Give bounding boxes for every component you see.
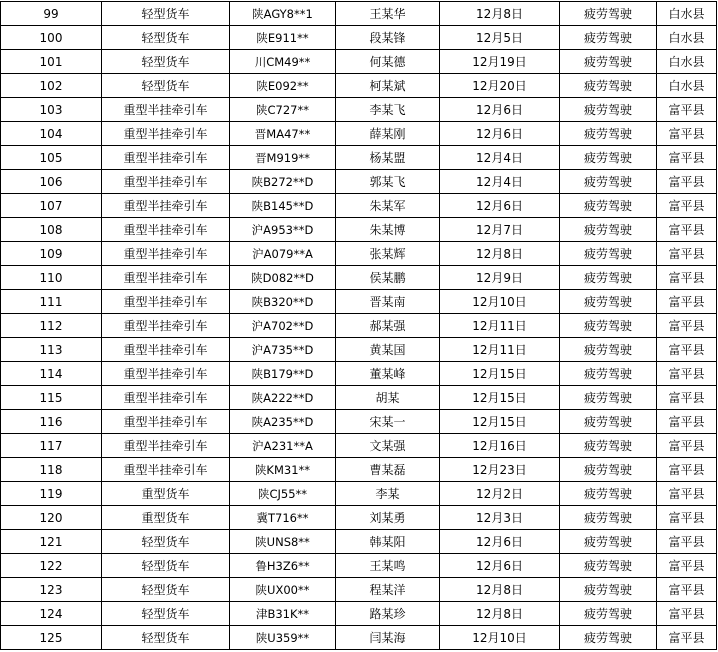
county-cell: 富平县: [657, 194, 717, 218]
county-cell: 富平县: [657, 602, 717, 626]
date-cell: 12月19日: [440, 50, 560, 74]
county-cell: 富平县: [657, 458, 717, 482]
vehicle-type-cell: 重型货车: [102, 506, 230, 530]
county-cell: 富平县: [657, 146, 717, 170]
date-cell: 12月7日: [440, 218, 560, 242]
date-cell: 12月20日: [440, 74, 560, 98]
seq-cell: 117: [1, 434, 102, 458]
vehicle-type-cell: 重型半挂牵引车: [102, 458, 230, 482]
date-cell: 12月23日: [440, 458, 560, 482]
seq-cell: 114: [1, 362, 102, 386]
county-cell: 富平县: [657, 482, 717, 506]
vehicle-type-cell: 重型半挂牵引车: [102, 146, 230, 170]
table-row: [1, 506, 717, 530]
vehicle-type-cell: 重型半挂牵引车: [102, 410, 230, 434]
seq-cell: 108: [1, 218, 102, 242]
plate-cell: 陕UNS8**: [230, 530, 336, 554]
plate-cell: 陕D082**D: [230, 266, 336, 290]
plate-cell: 冀T716**: [230, 506, 336, 530]
vehicle-type-cell: 重型半挂牵引车: [102, 266, 230, 290]
driver-name-cell: 文某强: [336, 434, 440, 458]
seq-cell: 107: [1, 194, 102, 218]
vehicle-type-cell: 重型货车: [102, 482, 230, 506]
table-row: [1, 218, 717, 242]
driver-name-cell: 张某辉: [336, 242, 440, 266]
table-row: [1, 626, 717, 650]
date-cell: 12月15日: [440, 386, 560, 410]
date-cell: 12月3日: [440, 506, 560, 530]
vehicle-type-cell: 轻型货车: [102, 530, 230, 554]
seq-cell: 112: [1, 314, 102, 338]
violation-cell: 疲劳驾驶: [560, 218, 657, 242]
seq-cell: 120: [1, 506, 102, 530]
violation-cell: 疲劳驾驶: [560, 386, 657, 410]
violation-cell: 疲劳驾驶: [560, 362, 657, 386]
violation-table: [0, 1, 717, 650]
violation-cell: 疲劳驾驶: [560, 410, 657, 434]
vehicle-type-cell: 重型半挂牵引车: [102, 98, 230, 122]
plate-cell: 陕KM31**: [230, 458, 336, 482]
plate-cell: 沪A231**A: [230, 434, 336, 458]
county-cell: 白水县: [657, 2, 717, 26]
plate-cell: 晋M919**: [230, 146, 336, 170]
plate-cell: 陕A235**D: [230, 410, 336, 434]
plate-cell: 陕B145**D: [230, 194, 336, 218]
date-cell: 12月16日: [440, 434, 560, 458]
driver-name-cell: 李某飞: [336, 98, 440, 122]
seq-cell: 110: [1, 266, 102, 290]
seq-cell: 101: [1, 50, 102, 74]
seq-cell: 100: [1, 26, 102, 50]
county-cell: 富平县: [657, 290, 717, 314]
table-row: [1, 410, 717, 434]
driver-name-cell: 王某鸣: [336, 554, 440, 578]
county-cell: 富平县: [657, 122, 717, 146]
violation-cell: 疲劳驾驶: [560, 242, 657, 266]
violation-cell: 疲劳驾驶: [560, 146, 657, 170]
date-cell: 12月9日: [440, 266, 560, 290]
plate-cell: 津B31K**: [230, 602, 336, 626]
vehicle-type-cell: 重型半挂牵引车: [102, 218, 230, 242]
table-row: [1, 170, 717, 194]
date-cell: 12月15日: [440, 362, 560, 386]
plate-cell: 沪A735**D: [230, 338, 336, 362]
date-cell: 12月8日: [440, 578, 560, 602]
violation-cell: 疲劳驾驶: [560, 122, 657, 146]
date-cell: 12月10日: [440, 626, 560, 650]
table-row: [1, 314, 717, 338]
vehicle-type-cell: 重型半挂牵引车: [102, 170, 230, 194]
date-cell: 12月6日: [440, 194, 560, 218]
driver-name-cell: 胡某: [336, 386, 440, 410]
table-row: [1, 194, 717, 218]
seq-cell: 102: [1, 74, 102, 98]
seq-cell: 109: [1, 242, 102, 266]
county-cell: 富平县: [657, 530, 717, 554]
driver-name-cell: 路某珍: [336, 602, 440, 626]
violation-cell: 疲劳驾驶: [560, 626, 657, 650]
date-cell: 12月4日: [440, 170, 560, 194]
driver-name-cell: 程某洋: [336, 578, 440, 602]
vehicle-type-cell: 轻型货车: [102, 26, 230, 50]
violation-cell: 疲劳驾驶: [560, 2, 657, 26]
county-cell: 富平县: [657, 410, 717, 434]
date-cell: 12月8日: [440, 242, 560, 266]
county-cell: 富平县: [657, 314, 717, 338]
table-row: [1, 386, 717, 410]
vehicle-type-cell: 轻型货车: [102, 554, 230, 578]
seq-cell: 103: [1, 98, 102, 122]
table-row: [1, 266, 717, 290]
violation-cell: 疲劳驾驶: [560, 50, 657, 74]
table-row: [1, 578, 717, 602]
seq-cell: 119: [1, 482, 102, 506]
table-row: [1, 74, 717, 98]
driver-name-cell: 闫某海: [336, 626, 440, 650]
table-row: [1, 338, 717, 362]
table-row: [1, 242, 717, 266]
violation-cell: 疲劳驾驶: [560, 98, 657, 122]
county-cell: 富平县: [657, 362, 717, 386]
table-row: [1, 530, 717, 554]
driver-name-cell: 柯某斌: [336, 74, 440, 98]
date-cell: 12月6日: [440, 98, 560, 122]
driver-name-cell: 杨某盟: [336, 146, 440, 170]
date-cell: 12月8日: [440, 602, 560, 626]
seq-cell: 106: [1, 170, 102, 194]
date-cell: 12月10日: [440, 290, 560, 314]
driver-name-cell: 王某华: [336, 2, 440, 26]
vehicle-type-cell: 轻型货车: [102, 2, 230, 26]
driver-name-cell: 何某德: [336, 50, 440, 74]
date-cell: 12月6日: [440, 554, 560, 578]
vehicle-type-cell: 重型半挂牵引车: [102, 386, 230, 410]
date-cell: 12月6日: [440, 122, 560, 146]
violation-cell: 疲劳驾驶: [560, 314, 657, 338]
driver-name-cell: 晋某南: [336, 290, 440, 314]
seq-cell: 125: [1, 626, 102, 650]
county-cell: 富平县: [657, 170, 717, 194]
seq-cell: 104: [1, 122, 102, 146]
violation-cell: 疲劳驾驶: [560, 194, 657, 218]
county-cell: 富平县: [657, 554, 717, 578]
violation-cell: 疲劳驾驶: [560, 170, 657, 194]
county-cell: 白水县: [657, 26, 717, 50]
violation-cell: 疲劳驾驶: [560, 290, 657, 314]
vehicle-type-cell: 重型半挂牵引车: [102, 434, 230, 458]
date-cell: 12月11日: [440, 338, 560, 362]
driver-name-cell: 韩某阳: [336, 530, 440, 554]
county-cell: 富平县: [657, 338, 717, 362]
plate-cell: 陕E092**: [230, 74, 336, 98]
plate-cell: 陕UX00**: [230, 578, 336, 602]
seq-cell: 116: [1, 410, 102, 434]
violation-cell: 疲劳驾驶: [560, 26, 657, 50]
driver-name-cell: 董某峰: [336, 362, 440, 386]
seq-cell: 115: [1, 386, 102, 410]
county-cell: 富平县: [657, 578, 717, 602]
table-row: [1, 122, 717, 146]
date-cell: 12月8日: [440, 2, 560, 26]
vehicle-type-cell: 重型半挂牵引车: [102, 194, 230, 218]
violation-cell: 疲劳驾驶: [560, 602, 657, 626]
date-cell: 12月4日: [440, 146, 560, 170]
table-row: [1, 2, 717, 26]
plate-cell: 陕AGY8**1: [230, 2, 336, 26]
county-cell: 白水县: [657, 74, 717, 98]
county-cell: 富平县: [657, 386, 717, 410]
plate-cell: 沪A702**D: [230, 314, 336, 338]
violation-cell: 疲劳驾驶: [560, 506, 657, 530]
table-row: [1, 50, 717, 74]
driver-name-cell: 曹某磊: [336, 458, 440, 482]
date-cell: 12月15日: [440, 410, 560, 434]
table-row: [1, 146, 717, 170]
driver-name-cell: 宋某一: [336, 410, 440, 434]
violation-cell: 疲劳驾驶: [560, 434, 657, 458]
county-cell: 富平县: [657, 242, 717, 266]
table-row: [1, 290, 717, 314]
plate-cell: 沪A079**A: [230, 242, 336, 266]
plate-cell: 鲁H3Z6**: [230, 554, 336, 578]
plate-cell: 陕B320**D: [230, 290, 336, 314]
seq-cell: 122: [1, 554, 102, 578]
seq-cell: 105: [1, 146, 102, 170]
vehicle-type-cell: 轻型货车: [102, 578, 230, 602]
driver-name-cell: 侯某鹏: [336, 266, 440, 290]
table-row: [1, 362, 717, 386]
seq-cell: 113: [1, 338, 102, 362]
seq-cell: 111: [1, 290, 102, 314]
table-row: [1, 98, 717, 122]
vehicle-type-cell: 轻型货车: [102, 74, 230, 98]
vehicle-type-cell: 重型半挂牵引车: [102, 338, 230, 362]
violation-table-body: [1, 2, 717, 650]
driver-name-cell: 朱某军: [336, 194, 440, 218]
vehicle-type-cell: 重型半挂牵引车: [102, 314, 230, 338]
vehicle-type-cell: 重型半挂牵引车: [102, 362, 230, 386]
date-cell: 12月11日: [440, 314, 560, 338]
vehicle-type-cell: 重型半挂牵引车: [102, 242, 230, 266]
county-cell: 白水县: [657, 50, 717, 74]
date-cell: 12月6日: [440, 530, 560, 554]
plate-cell: 陕U359**: [230, 626, 336, 650]
driver-name-cell: 郭某飞: [336, 170, 440, 194]
driver-name-cell: 李某: [336, 482, 440, 506]
violation-cell: 疲劳驾驶: [560, 338, 657, 362]
seq-cell: 99: [1, 2, 102, 26]
violation-cell: 疲劳驾驶: [560, 482, 657, 506]
driver-name-cell: 黄某国: [336, 338, 440, 362]
violation-cell: 疲劳驾驶: [560, 578, 657, 602]
date-cell: 12月5日: [440, 26, 560, 50]
vehicle-type-cell: 轻型货车: [102, 626, 230, 650]
plate-cell: 沪A953**D: [230, 218, 336, 242]
plate-cell: 陕CJ55**: [230, 482, 336, 506]
seq-cell: 118: [1, 458, 102, 482]
seq-cell: 124: [1, 602, 102, 626]
county-cell: 富平县: [657, 266, 717, 290]
plate-cell: 陕C727**: [230, 98, 336, 122]
vehicle-type-cell: 轻型货车: [102, 50, 230, 74]
table-row: [1, 602, 717, 626]
plate-cell: 陕A222**D: [230, 386, 336, 410]
county-cell: 富平县: [657, 506, 717, 530]
vehicle-type-cell: 重型半挂牵引车: [102, 122, 230, 146]
vehicle-type-cell: 轻型货车: [102, 602, 230, 626]
plate-cell: 陕B272**D: [230, 170, 336, 194]
seq-cell: 121: [1, 530, 102, 554]
table-row: [1, 458, 717, 482]
county-cell: 富平县: [657, 626, 717, 650]
driver-name-cell: 刘某勇: [336, 506, 440, 530]
county-cell: 富平县: [657, 218, 717, 242]
driver-name-cell: 段某锋: [336, 26, 440, 50]
violation-cell: 疲劳驾驶: [560, 74, 657, 98]
table-row: [1, 26, 717, 50]
driver-name-cell: 朱某博: [336, 218, 440, 242]
county-cell: 富平县: [657, 98, 717, 122]
violation-cell: 疲劳驾驶: [560, 266, 657, 290]
seq-cell: 123: [1, 578, 102, 602]
violation-cell: 疲劳驾驶: [560, 458, 657, 482]
plate-cell: 陕E911**: [230, 26, 336, 50]
table-row: [1, 434, 717, 458]
date-cell: 12月2日: [440, 482, 560, 506]
table-row: [1, 482, 717, 506]
county-cell: 富平县: [657, 434, 717, 458]
plate-cell: 陕B179**D: [230, 362, 336, 386]
plate-cell: 川CM49**: [230, 50, 336, 74]
table-row: [1, 554, 717, 578]
vehicle-type-cell: 重型半挂牵引车: [102, 290, 230, 314]
driver-name-cell: 郝某强: [336, 314, 440, 338]
violation-cell: 疲劳驾驶: [560, 530, 657, 554]
plate-cell: 晋MA47**: [230, 122, 336, 146]
driver-name-cell: 薛某刚: [336, 122, 440, 146]
violation-cell: 疲劳驾驶: [560, 554, 657, 578]
